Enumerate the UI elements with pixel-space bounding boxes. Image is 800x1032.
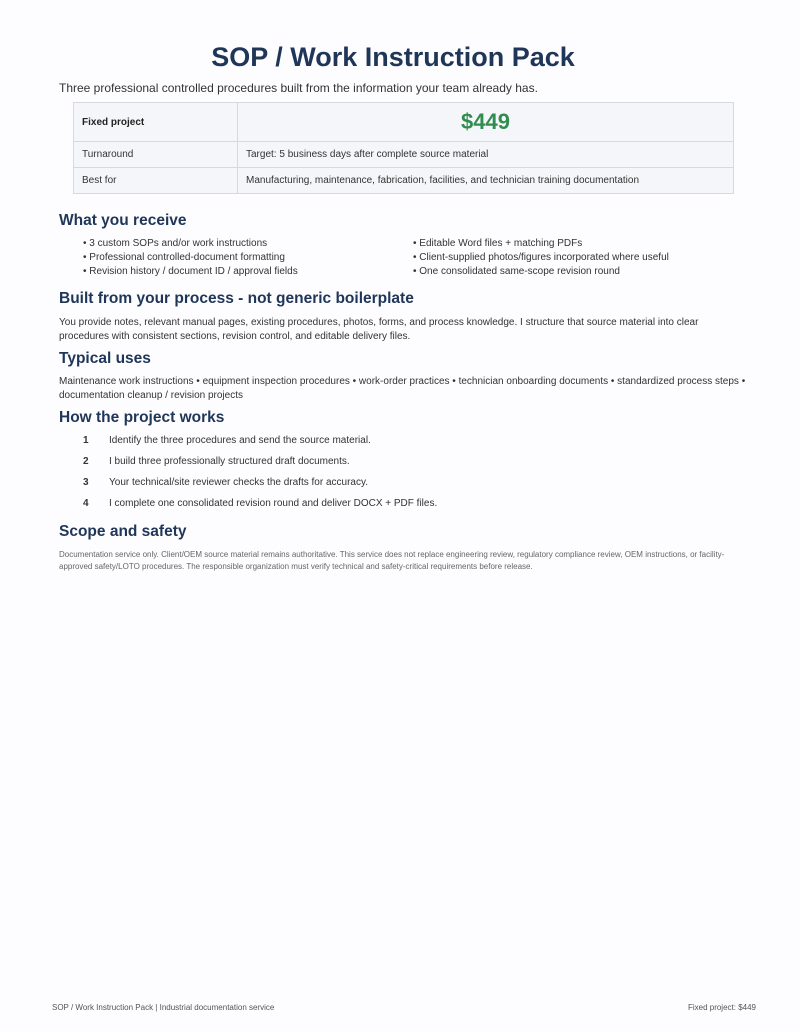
step-text: Your technical/site reviewer checks the drafts for accuracy. bbox=[109, 477, 369, 488]
receive-list-left bbox=[83, 237, 298, 279]
page-subtitle: Three professional controlled procedures built from the information your team already has. bbox=[59, 81, 538, 95]
summary-table bbox=[73, 102, 734, 194]
built-paragraph: You provide notes, relevant manual pages, existing procedures, photos, forms, and process knowledge. I structure that source material into clear procedures with consistent sections, revision control, and editable delivery files. bbox=[59, 317, 699, 342]
step-item bbox=[83, 435, 371, 446]
section-heading-receive: What you receive bbox=[59, 212, 187, 229]
section-heading-scope: Scope and safety bbox=[59, 523, 187, 540]
step-number: 2 bbox=[83, 456, 89, 467]
summary-key: Turnaround bbox=[74, 142, 238, 168]
list-item: • 3 custom SOPs and/or work instructions bbox=[83, 238, 268, 249]
step-number: 4 bbox=[83, 498, 89, 509]
summary-key: Best for bbox=[74, 168, 238, 194]
step-text: I complete one consolidated revision round and deliver DOCX + PDF files. bbox=[109, 498, 438, 509]
list-item: • Revision history / document ID / approval fields bbox=[83, 266, 298, 277]
uses-paragraph: Maintenance work instructions • equipment inspection procedures • work-order practices • technician onboarding documents • standardized process steps • documentation cleanup / revision projects bbox=[59, 376, 746, 401]
step-text: I build three professionally structured draft documents. bbox=[109, 456, 350, 467]
step-number: 3 bbox=[83, 477, 89, 488]
footer-left: SOP / Work Instruction Pack | Industrial documentation service bbox=[52, 1003, 275, 1012]
summary-row-best-for bbox=[74, 168, 734, 194]
footer-right: Fixed project: $449 bbox=[687, 1003, 756, 1012]
summary-value: Target: 5 business days after complete source material bbox=[238, 142, 734, 168]
summary-value: Manufacturing, maintenance, fabrication, facilities, and technician training documentation bbox=[238, 168, 734, 194]
scope-paragraph: Documentation service only. Client/OEM source material remains authoritative. This service does not replace engineering review, regulatory compliance review, OEM instructions, or facility-approved safety/LOTO procedures. The responsible organization must verify technical and safety-critical requirements before release. bbox=[59, 550, 725, 571]
section-heading-how: How the project works bbox=[59, 409, 225, 426]
list-item: • Client-supplied photos/figures incorporated where useful bbox=[413, 252, 669, 263]
summary-key: Fixed project bbox=[74, 103, 238, 142]
section-heading-uses: Typical uses bbox=[59, 350, 151, 367]
step-item bbox=[83, 477, 368, 488]
summary-row-price bbox=[74, 103, 734, 142]
summary-row-turnaround bbox=[74, 142, 734, 168]
page-title: SOP / Work Instruction Pack bbox=[211, 42, 575, 72]
receive-list-right bbox=[413, 237, 669, 279]
list-item: • Editable Word files + matching PDFs bbox=[413, 238, 583, 249]
step-text: Identify the three procedures and send the source material. bbox=[109, 435, 371, 446]
list-item: • One consolidated same-scope revision round bbox=[413, 266, 620, 277]
step-item bbox=[83, 498, 437, 509]
list-item: • Professional controlled-document formatting bbox=[83, 252, 285, 263]
step-item bbox=[83, 456, 350, 467]
price-value: $449 bbox=[238, 103, 734, 142]
step-number: 1 bbox=[83, 435, 89, 446]
section-heading-built: Built from your process - not generic boilerplate bbox=[59, 290, 414, 307]
